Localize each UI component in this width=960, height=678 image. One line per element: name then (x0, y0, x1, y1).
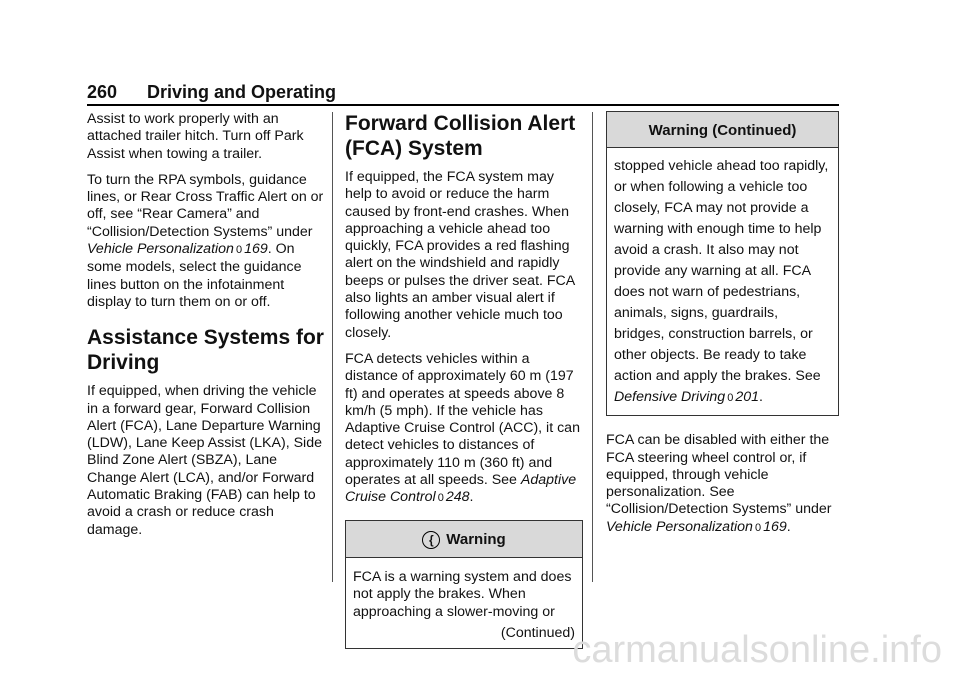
link-vehicle-personalization[interactable]: Vehicle Personalization (87, 241, 234, 258)
warning-text-continued (614, 156, 831, 409)
page-ref[interactable]: 248 (445, 489, 470, 506)
paragraph-fca-disable (606, 432, 839, 537)
warning-body (346, 558, 582, 648)
page-ref[interactable]: 169 (763, 518, 787, 535)
paragraph-rpa (87, 172, 327, 311)
page-ref-arrow-icon: 0 (754, 521, 762, 534)
paragraph-fca-detect (345, 351, 583, 508)
paragraph-fca-intro: If equipped, the FCA system may help to avoid or reduce the harm caused by front-end crashes. When approaching a vehicle ahead too quickly, FCA provides a red flashing alert on the windshield and rapidly beeps or pulses the driver seat. FCA also lights an amber visual alert if following another vehicle much too closely. (345, 169, 575, 341)
text: To turn the RPA symbols, guidance lines, or Rear Cross Traffic Alert on or off, see “Rear Camera” and “Collision/Detection Systems” under (87, 171, 324, 240)
warning-text: FCA is a warning system and does not apply the brakes. When approaching a slower-moving or (353, 568, 572, 620)
page-ref-arrow-icon: 0 (235, 244, 243, 257)
column-3 (606, 111, 839, 546)
warning-icon: { (422, 531, 440, 549)
link-defensive-driving[interactable]: Defensive Driving (614, 389, 726, 406)
page-ref[interactable]: 169 (244, 241, 268, 258)
paragraph-assistance: If equipped, when driving the vehicle in a forward gear, Forward Collision Alert (FCA), Lane Departure Warning (LDW), Lane Keep Assist (LKA), Side Blind Zone Alert (SBZA), Lane Change Alert (LCA), and/or Forward Automatic Braking (FAB) can help to avoid a crash or reduce crash damage. (87, 383, 322, 538)
continued-label: (Continued) (500, 625, 575, 642)
text: . On some models, select the guidance lines button on the infotainment display to turn them on or off. (87, 241, 302, 310)
page-ref-arrow-icon: 0 (727, 392, 734, 405)
warning-body-continued (607, 148, 838, 415)
text: . (469, 489, 474, 506)
text: stopped vehicle ahead too rapidly, or when following a vehicle too closely, FCA may not provide a warning with enough time to help avoid a crash. It also may not provide any warning at all. FCA does not warn of pedestrians, animals, signs, guardrails, bridges, construction barrels, or other objects. Be ready to take action and apply the brakes. See (614, 158, 829, 385)
header-rule (87, 104, 839, 106)
watermark: carmanualsonline.info (572, 629, 942, 671)
warning-header-continued: Warning (Continued) (607, 112, 838, 148)
column-divider-2 (592, 112, 593, 582)
page-number: 260 (87, 82, 118, 102)
column-divider-1 (332, 112, 333, 582)
heading-fca: Forward Collision Alert (FCA) System (345, 112, 576, 160)
link-vehicle-personalization[interactable]: Vehicle Personalization (606, 518, 753, 535)
warning-box (345, 520, 583, 649)
warning-title: Warning (446, 530, 506, 548)
section-title: Driving and Operating (147, 82, 337, 102)
link-adaptive-cruise-control[interactable]: Adaptive Cruise Control (345, 472, 577, 506)
text: . (786, 518, 791, 535)
page-ref-arrow-icon: 0 (437, 492, 444, 505)
column-1 (87, 111, 327, 548)
heading-assistance-systems: Assistance Systems for Driving (87, 326, 324, 375)
warning-header (346, 521, 582, 558)
page-ref[interactable]: 201 (735, 389, 759, 406)
text: FCA detects vehicles within a distance of approximately 60 m (197 ft) and operates at speeds above 8 km/h (5 mph). If the vehicle has Adaptive Cruise Control (ACC), it can detect vehicles to distances of approximately 110 m (360 ft) and operates at all speeds. See (345, 350, 580, 489)
warning-box-continued (606, 111, 839, 416)
text: FCA can be disabled with either the FCA steering wheel control or, if equipped, through vehicle personalization. See “Collision/Detection Systems” under (606, 432, 832, 518)
paragraph-trailer: Assist to work properly with an attached trailer hitch. Turn off Park Assist when towing a trailer. (87, 111, 304, 162)
column-2 (345, 111, 583, 649)
page-header (87, 82, 839, 104)
text: . (758, 389, 763, 406)
